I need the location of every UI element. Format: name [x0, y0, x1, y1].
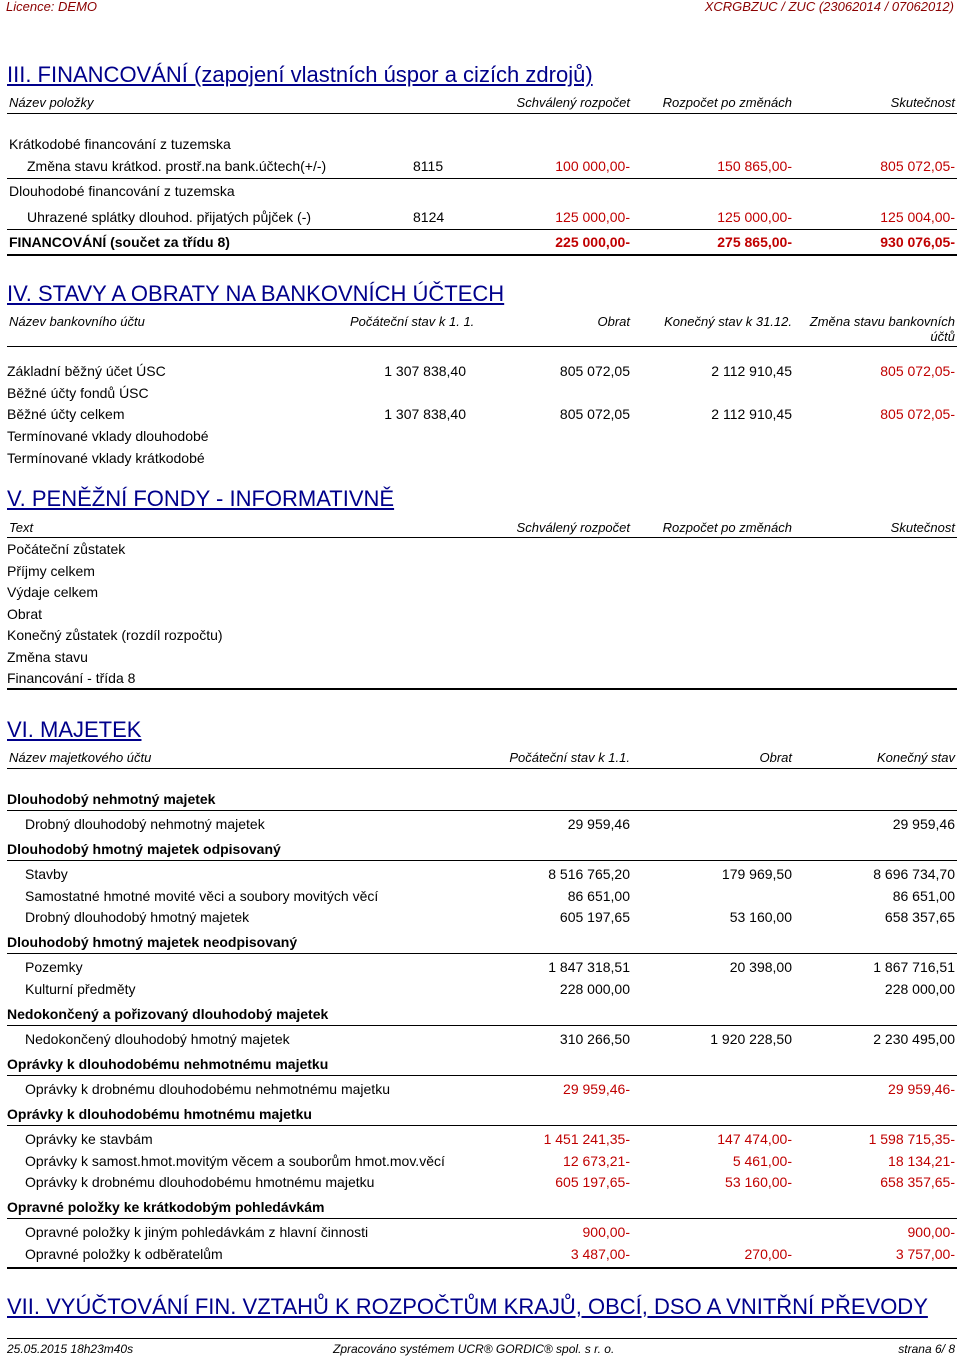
- s6-item-closing: 228 000,00: [884, 981, 955, 997]
- s4-row-label: Termínované vklady krátkodobé: [7, 450, 205, 466]
- section-v-title: V. PENĚŽNÍ FONDY - INFORMATIVNĚ: [7, 486, 395, 511]
- s3-row-code: 8115: [413, 158, 444, 174]
- s6-item-turnover: 5 461,00-: [732, 1153, 792, 1169]
- s4-row-change: 805 072,05-: [880, 406, 955, 422]
- footer-divider: [7, 1338, 957, 1339]
- s6-item-opening: 3 487,00-: [570, 1246, 630, 1262]
- s6-item-opening: 310 266,50: [559, 1031, 630, 1047]
- s6-item-closing: 8 696 734,70: [873, 866, 955, 882]
- s4-row-turnover: 805 072,05: [559, 406, 630, 422]
- s5-row: Výdaje celkem: [7, 584, 99, 600]
- footer-page-number: strana 6/ 8: [898, 1342, 955, 1356]
- divider: [7, 1267, 957, 1269]
- s4-row-label: Termínované vklady dlouhodobé: [7, 428, 209, 444]
- s6-item-closing: 1 598 715,35-: [868, 1131, 955, 1147]
- s6-item-turnover: 1 920 228,50: [710, 1031, 792, 1047]
- s6-item-label: Drobný dlouhodobý hmotný majetek: [25, 909, 250, 925]
- divider: [7, 254, 957, 256]
- s6-item-closing: 29 959,46-: [888, 1081, 955, 1097]
- s6-item-opening: 86 651,00: [567, 888, 630, 904]
- s4-col-account: Název bankovního účtu: [9, 314, 145, 329]
- s6-item-label: Nedokončený dlouhodobý hmotný majetek: [25, 1031, 290, 1047]
- s6-item-opening: 605 197,65: [559, 909, 630, 925]
- s5-col-approved: Schválený rozpočet: [516, 520, 630, 535]
- s4-row-change: 805 072,05-: [880, 363, 955, 379]
- s4-row-opening: 1 307 838,40: [384, 363, 466, 379]
- s3-total-label: FINANCOVÁNÍ (součet za třídu 8): [9, 234, 230, 250]
- s6-item-closing: 29 959,46: [892, 816, 955, 832]
- s3-row-after-changes: 150 865,00-: [717, 158, 792, 174]
- s6-item-label: Oprávky k samost.hmot.movitým věcem a souborům hmot.mov.věcí: [25, 1153, 445, 1169]
- s5-row: Počáteční zůstatek: [7, 541, 126, 557]
- s6-group-title: Dlouhodobý hmotný majetek odpisovaný: [7, 841, 281, 857]
- s4-col-opening: Počáteční stav k 1. 1.: [350, 314, 475, 329]
- s6-item-opening: 1 847 318,51: [548, 959, 630, 975]
- s6-item-closing: 1 867 716,51: [873, 959, 955, 975]
- section-iii-title: III. FINANCOVÁNÍ (zapojení vlastních úspor a cizích zdrojů): [7, 62, 593, 87]
- s6-item-opening: 12 673,21-: [563, 1153, 630, 1169]
- s6-item-turnover: 147 474,00-: [717, 1131, 792, 1147]
- s4-row-turnover: 805 072,05: [559, 363, 630, 379]
- divider: [7, 953, 957, 954]
- s3-row-label: Změna stavu krátkod. prostř.na bank.účtech(+/-): [27, 158, 327, 174]
- footer-timestamp: 25.05.2015 18h23m40s: [7, 1342, 134, 1356]
- divider: [7, 346, 957, 347]
- s3-group-short: Krátkodobé financování z tuzemska: [9, 136, 231, 152]
- s6-item-closing: 2 230 495,00: [873, 1031, 955, 1047]
- s5-col-text: Text: [9, 520, 34, 535]
- divider: [7, 1218, 957, 1219]
- s6-group-title: Nedokončený a pořizovaný dlouhodobý majetek: [7, 1006, 329, 1022]
- s6-group-title: Dlouhodobý hmotný majetek neodpisovaný: [7, 934, 298, 950]
- section-vii-title: VII. VYÚČTOVÁNÍ FIN. VZTAHŮ K ROZPOČTŮM KRAJŮ, OBCÍ, DSO A VNITŘNÍ PŘEVODY: [7, 1294, 928, 1319]
- s3-col-after-changes: Rozpočet po změnách: [662, 95, 792, 110]
- divider: [7, 1075, 957, 1076]
- s4-col-change: Změna stavu bankovních: [809, 314, 955, 329]
- divider: [7, 1125, 957, 1126]
- s4-row-closing: 2 112 910,45: [711, 406, 792, 422]
- s6-item-opening: 605 197,65-: [555, 1174, 630, 1190]
- s6-item-label: Oprávky ke stavbám: [25, 1131, 153, 1147]
- s3-group-long: Dlouhodobé financování z tuzemska: [9, 183, 235, 199]
- s6-col-account: Název majetkového účtu: [9, 750, 152, 765]
- divider: [7, 178, 957, 179]
- s3-col-approved: Schválený rozpočet: [516, 95, 630, 110]
- s5-row: Konečný zůstatek (rozdíl rozpočtu): [7, 627, 223, 643]
- s5-row: Změna stavu: [7, 649, 88, 665]
- s6-item-label: Oprávky k drobnému dlouhodobému hmotnému majetku: [25, 1174, 375, 1190]
- s6-item-label: Pozemky: [25, 959, 83, 975]
- s3-row-code: 8124: [413, 209, 445, 225]
- divider: [7, 113, 957, 114]
- s6-group-title: Opravné položky ke krátkodobým pohledávkám: [7, 1199, 325, 1215]
- s6-item-closing: 86 651,00: [892, 888, 955, 904]
- s6-item-turnover: 53 160,00-: [725, 1174, 792, 1190]
- divider: [7, 1025, 957, 1026]
- divider: [7, 688, 957, 690]
- s6-item-label: Opravné položky k jiným pohledávkám z hlavní činnosti: [25, 1224, 369, 1240]
- s6-item-label: Drobný dlouhodobý nehmotný majetek: [25, 816, 265, 832]
- s6-item-turnover: 179 969,50: [721, 866, 792, 882]
- s4-col-closing: Konečný stav k 31.12.: [664, 314, 792, 329]
- divider: [7, 810, 957, 811]
- s4-col-turnover: Obrat: [597, 314, 630, 329]
- s3-total-after-changes: 275 865,00-: [717, 234, 792, 250]
- licence-label: Licence: DEMO: [6, 0, 98, 14]
- s3-col-name: Název položky: [9, 95, 94, 110]
- s6-item-closing: 900,00-: [907, 1224, 955, 1240]
- s3-row-actual: 805 072,05-: [880, 158, 955, 174]
- s6-col-turnover: Obrat: [759, 750, 792, 765]
- s5-col-actual: Skutečnost: [890, 520, 955, 535]
- s6-group-title: Dlouhodobý nehmotný majetek: [7, 791, 216, 807]
- s5-col-after-changes: Rozpočet po změnách: [662, 520, 792, 535]
- s6-item-closing: 18 134,21-: [888, 1153, 955, 1169]
- s3-total-approved: 225 000,00-: [555, 234, 630, 250]
- s3-row-label: Uhrazené splátky dlouhod. přijatých půjček (-): [27, 209, 312, 225]
- s3-total-actual: 930 076,05-: [880, 234, 955, 250]
- divider: [7, 768, 957, 769]
- s6-item-turnover: 53 160,00: [729, 909, 792, 925]
- s6-col-opening: Počáteční stav k 1.1.: [509, 750, 630, 765]
- s6-item-opening: 29 959,46: [567, 816, 630, 832]
- s6-item-opening: 29 959,46-: [563, 1081, 630, 1097]
- s4-row-label: Základní běžný účet ÚSC: [7, 363, 166, 379]
- footer-system: Zpracováno systémem UCR® GORDIC® spol. s r. o.: [333, 1342, 615, 1356]
- top-bar: [0, 0, 960, 14]
- s5-row: Financování - třída 8: [7, 670, 136, 686]
- s3-row-approved: 125 000,00-: [555, 209, 630, 225]
- s6-item-closing: 658 357,65: [884, 909, 955, 925]
- s4-col-change-cont: účtů: [930, 329, 955, 344]
- s4-row-label: Běžné účty celkem: [7, 406, 125, 422]
- s4-row-opening: 1 307 838,40: [384, 406, 466, 422]
- s3-row-actual: 125 004,00-: [880, 209, 955, 225]
- s6-item-opening: 1 451 241,35-: [543, 1131, 630, 1147]
- s6-item-label: Kulturní předměty: [25, 981, 136, 997]
- divider: [7, 860, 957, 861]
- s6-item-opening: 900,00-: [582, 1224, 630, 1240]
- s6-item-opening: 8 516 765,20: [548, 866, 630, 882]
- s6-group-title: Oprávky k dlouhodobému hmotnému majetku: [7, 1106, 312, 1122]
- s6-item-closing: 3 757,00-: [895, 1246, 955, 1262]
- s5-row: Příjmy celkem: [7, 563, 95, 579]
- s6-item-turnover: 20 398,00: [729, 959, 792, 975]
- section-vi-title: VI. MAJETEK: [7, 717, 142, 742]
- s6-item-opening: 228 000,00: [559, 981, 630, 997]
- document-ident: XCRGBZUC / ZUC (23062014 / 07062012): [704, 0, 954, 14]
- s6-item-label: Samostatné hmotné movité věci a soubory movitých věcí: [25, 888, 379, 904]
- s3-row-approved: 100 000,00-: [555, 158, 630, 174]
- s6-item-turnover: 270,00-: [744, 1246, 792, 1262]
- s3-col-actual: Skutečnost: [890, 95, 955, 110]
- s4-row-closing: 2 112 910,45: [711, 363, 792, 379]
- section-iv-title: IV. STAVY A OBRATY NA BANKOVNÍCH ÚČTECH: [7, 281, 505, 306]
- s3-row-after-changes: 125 000,00-: [717, 209, 792, 225]
- s6-item-label: Opravné položky k odběratelům: [25, 1246, 223, 1262]
- divider: [7, 229, 957, 230]
- s6-item-label: Stavby: [25, 866, 68, 882]
- s6-group-title: Oprávky k dlouhodobému nehmotnému majetku: [7, 1056, 329, 1072]
- s4-row-label: Běžné účty fondů ÚSC: [7, 385, 149, 401]
- s5-row: Obrat: [7, 606, 43, 622]
- s6-item-closing: 658 357,65-: [880, 1174, 955, 1190]
- s6-col-closing: Konečný stav: [876, 750, 955, 765]
- divider: [7, 537, 957, 538]
- s6-item-label: Oprávky k drobnému dlouhodobému nehmotnému majetku: [25, 1081, 390, 1097]
